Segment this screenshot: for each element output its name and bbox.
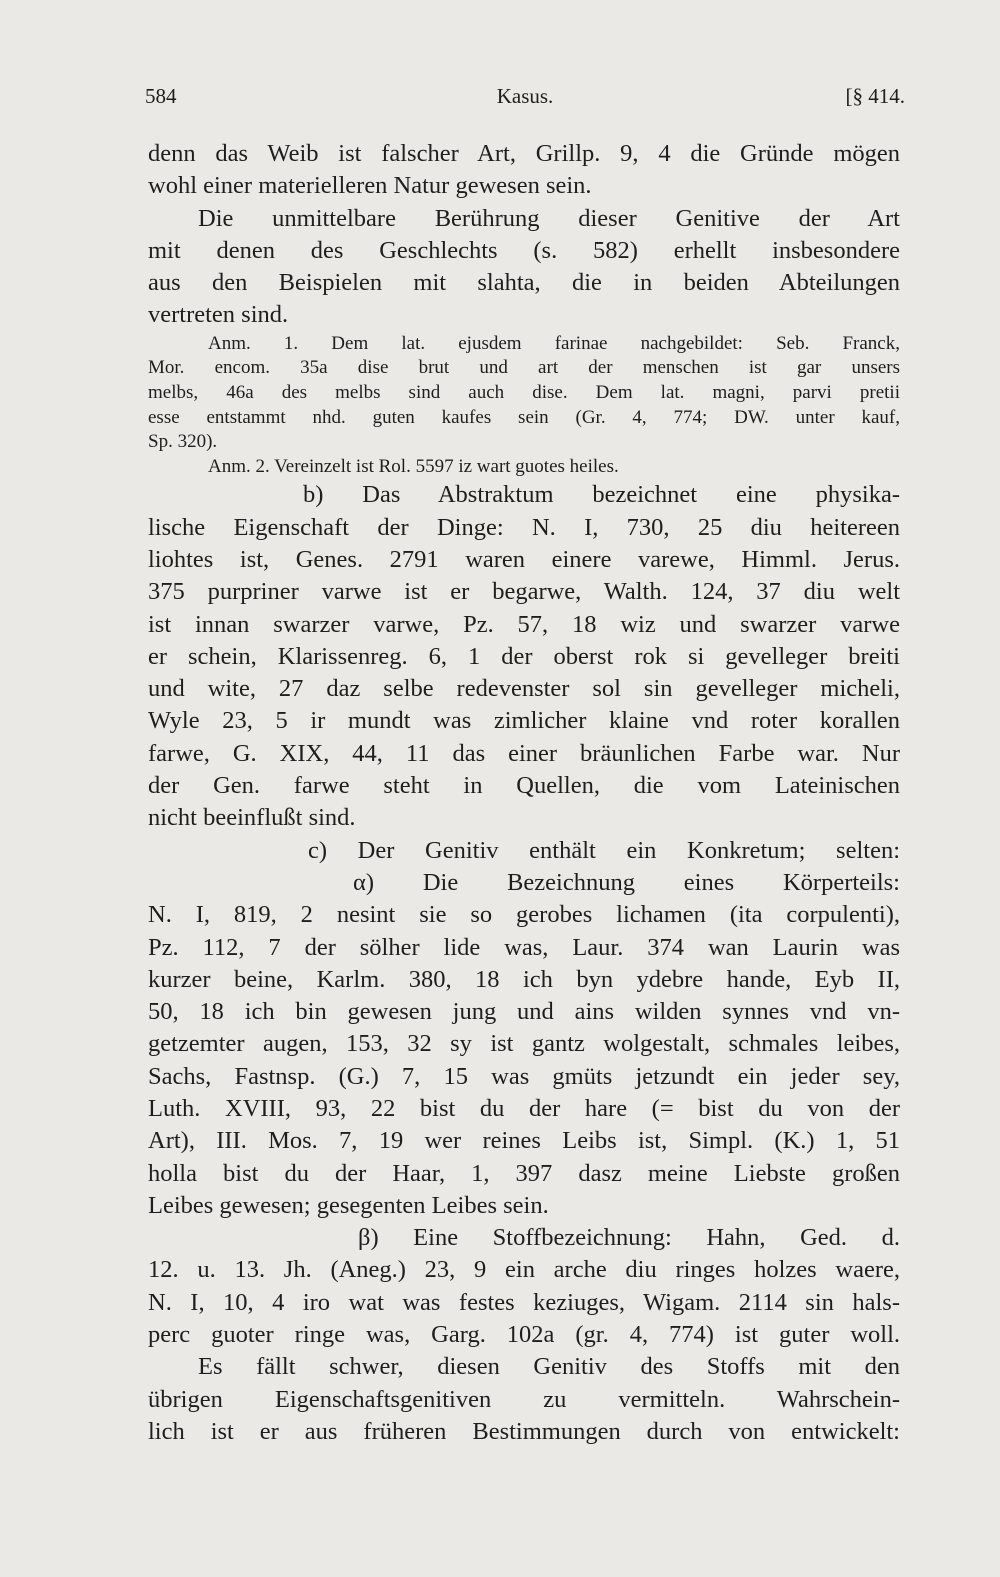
note-line: esse entstammt nhd. guten kaufes sein (Gr. 4, 774; DW. unter kauf, xyxy=(148,406,900,428)
note-line: Mor. encom. 35a dise brut und art der menschen ist gar unsers xyxy=(148,357,900,379)
text-line: Art), III. Mos. 7, 19 wer reines Leibs ist, Simpl. (K.) 1, 51 xyxy=(148,1127,900,1155)
text-line: 375 purpriner varwe ist er begarwe, Walth. 124, 37 diu welt xyxy=(148,578,900,606)
text-line: b) Das Abstraktum bezeichnet eine physika- xyxy=(303,481,900,509)
text-line: perc guoter ringe was, Garg. 102a (gr. 4, 774) ist guter woll. xyxy=(148,1321,900,1349)
page-number: 584 xyxy=(145,84,177,108)
text-line: er schein, Klarissenreg. 6, 1 der oberst rok si gevelleger breiti xyxy=(148,642,900,670)
text-line: 12. u. 13. Jh. (Aneg.) 23, 9 ein arche diu ringes holzes waere, xyxy=(148,1256,900,1284)
text-line: Es fällt schwer, diesen Genitiv des Stoffs mit den xyxy=(198,1353,900,1381)
text-line: liohtes ist, Genes. 2791 waren einere varewe, Himml. Jerus. xyxy=(148,545,900,573)
note-line: melbs, 46a des melbs sind auch dise. Dem lat. magni, parvi pretii xyxy=(148,381,900,403)
text-line: farwe, G. XIX, 44, 11 das einer bräunlichen Farbe war. Nur xyxy=(148,739,900,767)
text-line: 50, 18 ich bin gewesen jung und ains wilden synnes vnd vn- xyxy=(148,998,900,1026)
text-line: Sachs, Fastnsp. (G.) 7, 15 was gmüts jetzundt ein jeder sey, xyxy=(148,1062,900,1090)
section-reference: [§ 414. xyxy=(845,84,905,108)
note-line: Sp. 320). xyxy=(148,431,218,453)
body-text xyxy=(148,138,900,1448)
running-header xyxy=(145,84,905,118)
text-line: aus den Beispielen mit slahta, die in beiden Abteilungen xyxy=(148,269,900,297)
text-line: N. I, 819, 2 nesint sie so gerobes lichamen (ita corpulenti), xyxy=(148,901,900,929)
text-line: α) Die Bezeichnung eines Körperteils: xyxy=(353,868,900,896)
text-line: mit denen des Geschlechts (s. 582) erhellt insbesondere xyxy=(148,236,900,264)
text-line: Pz. 112, 7 der sölher lide was, Laur. 374 wan Laurin was xyxy=(148,933,900,961)
text-line: kurzer beine, Karlm. 380, 18 ich byn ydebre hande, Eyb II, xyxy=(148,965,900,993)
text-line: nicht beeinflußt sind. xyxy=(148,804,356,832)
running-title: Kasus. xyxy=(496,84,554,108)
text-line: lich ist er aus früheren Bestimmungen durch von entwickelt: xyxy=(148,1417,900,1445)
text-line: wohl einer materielleren Natur gewesen sein. xyxy=(148,172,592,200)
note-line: Anm. 1. Dem lat. ejusdem farinae nachgebildet: Seb. Franck, xyxy=(208,332,900,354)
text-line: holla bist du der Haar, 1, 397 dasz meine Liebste großen xyxy=(148,1159,900,1187)
text-line: N. I, 10, 4 iro wat was festes keziuges, Wigam. 2114 sin hals- xyxy=(148,1288,900,1316)
text-line: c) Der Genitiv enthält ein Konkretum; selten: xyxy=(308,836,900,864)
text-line: β) Eine Stoffbezeichnung: Hahn, Ged. d. xyxy=(358,1224,900,1252)
text-line: der Gen. farwe steht in Quellen, die vom Lateinischen xyxy=(148,772,900,800)
note-line: Anm. 2. Vereinzelt ist Rol. 5597 iz wart guotes heiles. xyxy=(208,455,619,477)
text-line: und wite, 27 daz selbe redevenster sol sin gevelleger micheli, xyxy=(148,675,900,703)
text-line: denn das Weib ist falscher Art, Grillp. 9, 4 die Gründe mögen xyxy=(148,140,900,167)
text-line: Luth. XVIII, 93, 22 bist du der hare (= bist du von der xyxy=(148,1094,900,1122)
text-line: lische Eigenschaft der Dinge: N. I, 730, 25 diu heitereen xyxy=(148,513,900,541)
text-line: Die unmittelbare Berührung dieser Genitive der Art xyxy=(198,204,900,232)
text-line: getzemter augen, 153, 32 sy ist gantz wolgestalt, schmales leibes, xyxy=(148,1030,900,1058)
text-line: Wyle 23, 5 ir mundt was zimlicher klaine vnd roter korallen xyxy=(148,707,900,735)
text-line: übrigen Eigenschaftsgenitiven zu vermitteln. Wahrschein- xyxy=(148,1385,900,1413)
text-line: Leibes gewesen; gesegenten Leibes sein. xyxy=(148,1191,549,1219)
text-line: vertreten sind. xyxy=(148,301,289,329)
text-line: ist innan swarzer varwe, Pz. 57, 18 wiz und swarzer varwe xyxy=(148,610,900,638)
